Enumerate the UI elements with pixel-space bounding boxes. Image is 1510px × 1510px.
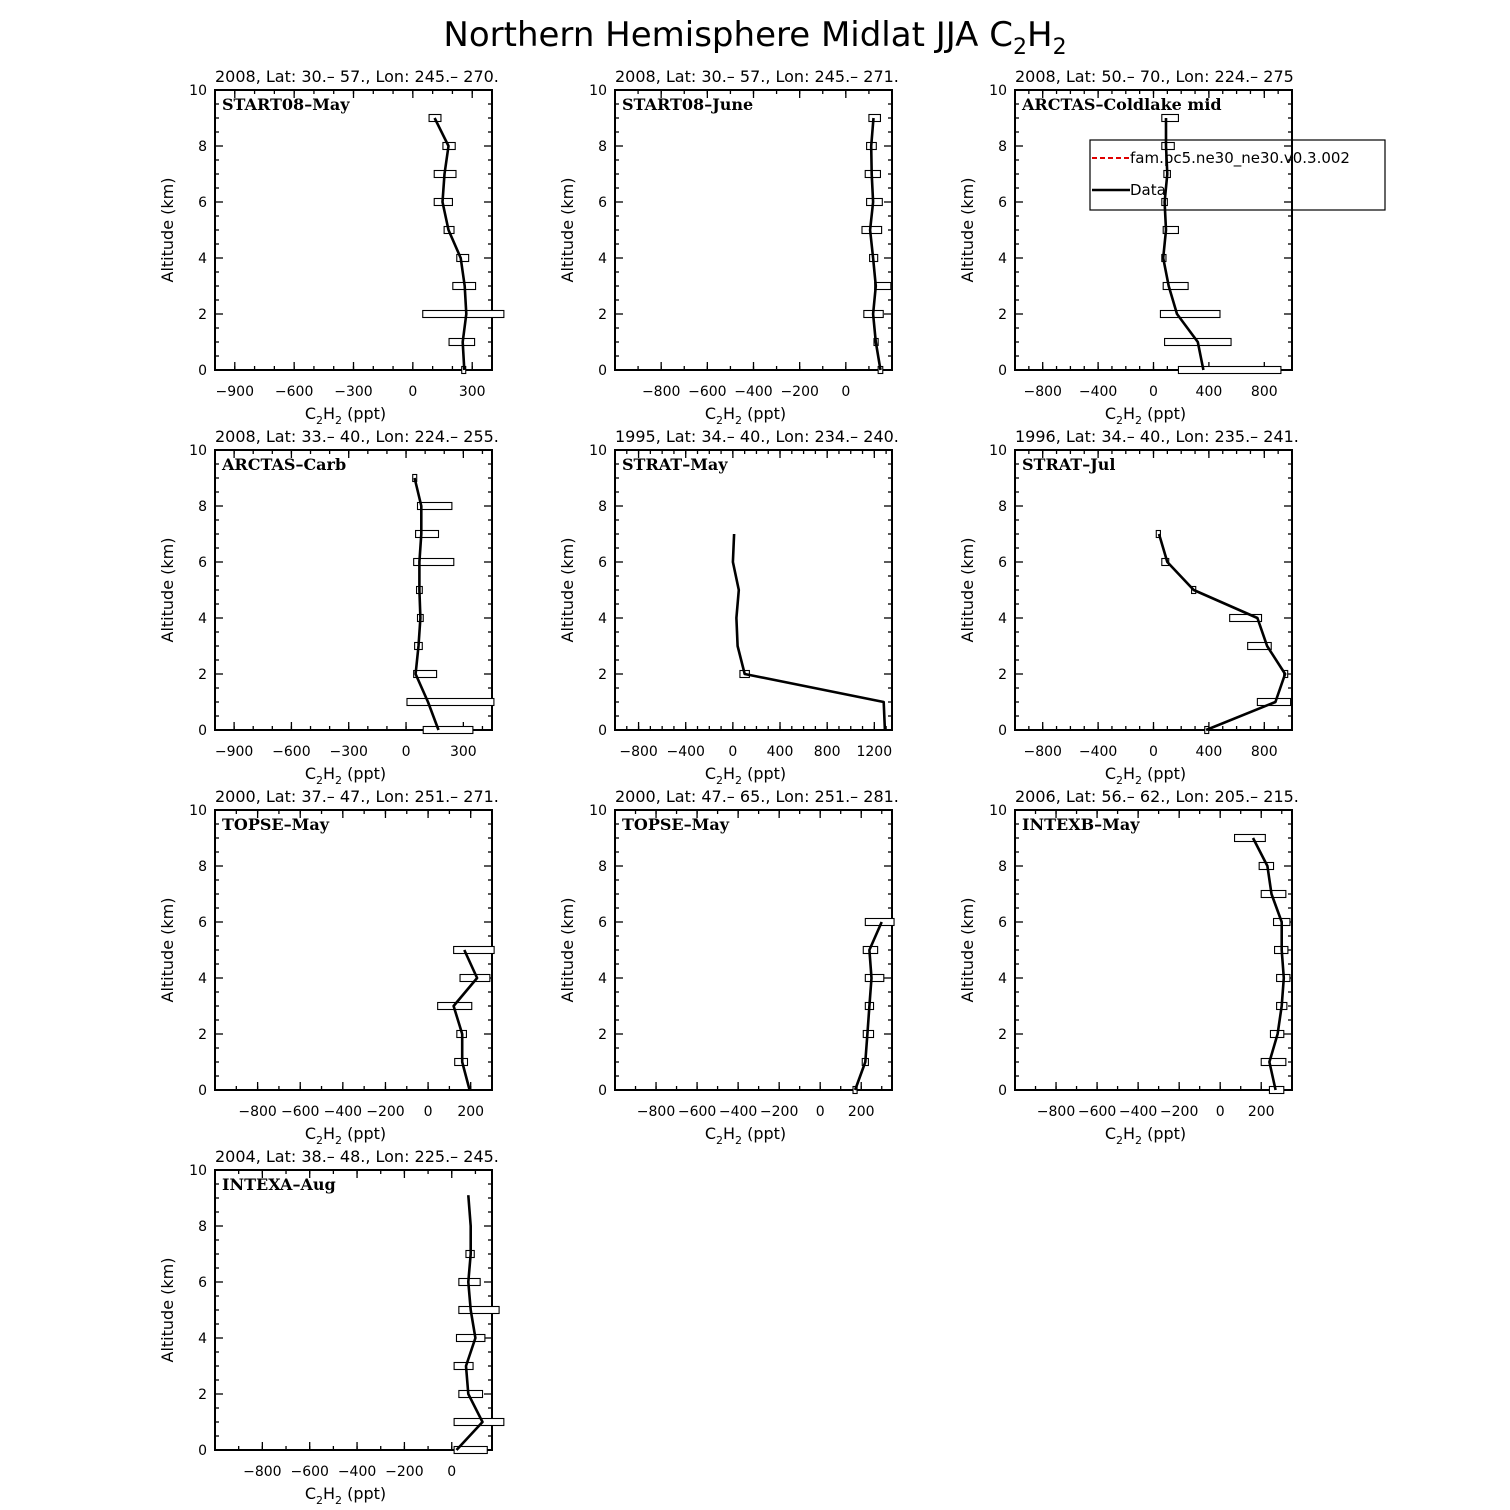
y-tick-label: 6 bbox=[598, 555, 607, 571]
x-axis-label-sub: 2 bbox=[715, 774, 723, 787]
y-tick-label: 2 bbox=[598, 1027, 607, 1043]
x-axis-label-unit: (ppt) bbox=[742, 764, 787, 783]
y-tick-label: 6 bbox=[598, 195, 607, 211]
plot-frame bbox=[1015, 810, 1292, 1090]
figure-title-sub: 2 bbox=[1013, 35, 1027, 60]
std-box bbox=[456, 1335, 484, 1342]
y-tick-label: 2 bbox=[998, 1027, 1007, 1043]
panel-title: 2008, Lat: 30.– 57., Lon: 245.– 271. bbox=[615, 67, 899, 86]
y-tick-label: 2 bbox=[598, 667, 607, 683]
x-tick-label: −800 bbox=[1023, 744, 1062, 760]
legend-model-label: fam.pc5.ne30_ne30.v0.3.002 bbox=[1130, 149, 1350, 167]
x-tick-label: −200 bbox=[759, 1104, 799, 1120]
x-tick-label: −400 bbox=[337, 1464, 377, 1480]
x-tick-label: 400 bbox=[1195, 384, 1223, 400]
plot-frame bbox=[615, 450, 892, 730]
y-tick-label: 0 bbox=[198, 1443, 207, 1459]
x-axis-label-sub2: 2 bbox=[1135, 774, 1143, 787]
y-tick-label: 0 bbox=[598, 1083, 607, 1099]
x-tick-label: 800 bbox=[1250, 384, 1278, 400]
panel-label: INTEXA–Aug bbox=[222, 1175, 336, 1194]
x-tick-label: 200 bbox=[457, 1104, 485, 1120]
x-tick-label: −800 bbox=[641, 384, 681, 400]
y-tick-label: 2 bbox=[198, 1387, 207, 1403]
x-tick-label: 0 bbox=[815, 1104, 825, 1120]
y-tick-label: 6 bbox=[198, 555, 207, 571]
y-tick-label: 2 bbox=[598, 307, 607, 323]
x-tick-label: −600 bbox=[281, 1104, 320, 1120]
y-tick-label: 0 bbox=[598, 723, 607, 739]
x-tick-label: 0 bbox=[1215, 1104, 1225, 1120]
y-axis-label: Altitude (km) bbox=[958, 537, 977, 643]
panel-label: ARCTAS–Carb bbox=[222, 455, 347, 474]
x-tick-label: −600 bbox=[290, 1464, 329, 1480]
x-axis-label-h: H bbox=[322, 764, 336, 783]
panel-title: 2000, Lat: 47.– 65., Lon: 251.– 281. bbox=[615, 787, 899, 806]
x-tick-label: 1200 bbox=[856, 744, 893, 760]
x-axis-label-sub2: 2 bbox=[735, 414, 743, 427]
y-tick-label: 2 bbox=[198, 667, 207, 683]
data-line bbox=[1253, 838, 1284, 1090]
y-tick-label: 8 bbox=[198, 139, 207, 155]
x-axis-label-sub2: 2 bbox=[335, 414, 343, 427]
y-tick-label: 6 bbox=[598, 915, 607, 931]
x-axis-label bbox=[305, 1484, 386, 1507]
panel-label: TOPSE–May bbox=[622, 815, 729, 834]
y-tick-label: 6 bbox=[998, 555, 1007, 571]
x-axis-label-sub2: 2 bbox=[335, 1494, 343, 1507]
panels bbox=[158, 67, 1299, 1507]
panel-title: 1996, Lat: 34.– 40., Lon: 235.– 241. bbox=[1015, 427, 1299, 446]
figure-title-sub2: 2 bbox=[1052, 35, 1067, 60]
std-box bbox=[1162, 115, 1179, 122]
y-axis-label: Altitude (km) bbox=[158, 537, 177, 643]
plot-frame bbox=[215, 810, 492, 1090]
panel-title: 2000, Lat: 37.– 47., Lon: 251.– 271. bbox=[215, 787, 499, 806]
y-tick-label: 8 bbox=[198, 859, 207, 875]
y-axis-label: Altitude (km) bbox=[158, 897, 177, 1003]
y-tick-label: 0 bbox=[998, 723, 1007, 739]
data-line bbox=[435, 118, 467, 370]
x-axis-label bbox=[305, 764, 386, 787]
x-axis-label-c: C bbox=[304, 1124, 316, 1143]
x-tick-label: −600 bbox=[688, 384, 727, 400]
x-axis-label-sub: 2 bbox=[1115, 1134, 1123, 1147]
x-tick-label: 300 bbox=[449, 744, 477, 760]
std-box bbox=[875, 283, 891, 290]
x-tick-label: −600 bbox=[677, 1104, 717, 1120]
legend-data-label: Data bbox=[1130, 181, 1166, 199]
y-tick-label: 4 bbox=[998, 611, 1007, 627]
panel-label: TOPSE–May bbox=[222, 815, 329, 834]
x-tick-label: −800 bbox=[1036, 1104, 1076, 1120]
x-axis-label-unit: (ppt) bbox=[342, 1124, 387, 1143]
y-tick-label: 0 bbox=[598, 363, 607, 379]
std-box bbox=[1261, 1059, 1286, 1066]
plot-frame bbox=[215, 450, 492, 730]
y-tick-label: 10 bbox=[589, 803, 607, 819]
x-axis-label-h: H bbox=[322, 404, 336, 423]
panel-label: START08–June bbox=[622, 95, 754, 114]
x-axis-label-h: H bbox=[1122, 764, 1136, 783]
x-tick-label: −200 bbox=[385, 1464, 424, 1480]
x-tick-label: −900 bbox=[214, 744, 254, 760]
x-axis-label-sub: 2 bbox=[715, 1134, 723, 1147]
std-box bbox=[1178, 367, 1280, 374]
y-axis-label: Altitude (km) bbox=[158, 1257, 177, 1363]
x-tick-label: 0 bbox=[841, 384, 851, 400]
x-tick-label: 400 bbox=[766, 744, 794, 760]
x-axis-label-sub: 2 bbox=[1115, 414, 1123, 427]
x-axis-label bbox=[705, 764, 786, 787]
y-tick-label: 0 bbox=[998, 1083, 1007, 1099]
x-tick-label: −400 bbox=[1078, 384, 1118, 400]
y-tick-label: 4 bbox=[198, 251, 207, 267]
y-tick-label: 8 bbox=[598, 859, 607, 875]
y-tick-label: 10 bbox=[189, 443, 207, 459]
y-tick-label: 10 bbox=[189, 803, 207, 819]
y-tick-label: 4 bbox=[198, 1331, 207, 1347]
panel-8 bbox=[558, 787, 899, 1147]
y-tick-label: 8 bbox=[198, 499, 207, 515]
x-tick-label: 0 bbox=[1149, 744, 1158, 760]
x-axis-label-sub2: 2 bbox=[1135, 1134, 1143, 1147]
x-axis-label-c: C bbox=[1104, 404, 1116, 423]
x-axis-label-c: C bbox=[1104, 1124, 1116, 1143]
std-box bbox=[869, 115, 881, 122]
x-tick-label: −400 bbox=[666, 744, 705, 760]
panel-label: INTEXB–May bbox=[1022, 815, 1140, 834]
x-tick-label: 0 bbox=[728, 744, 738, 760]
y-tick-label: 8 bbox=[598, 139, 607, 155]
y-tick-label: 4 bbox=[598, 971, 607, 987]
x-axis-label-h: H bbox=[722, 1124, 736, 1143]
x-axis-label-unit: (ppt) bbox=[1142, 404, 1187, 423]
x-tick-label: 800 bbox=[1250, 744, 1278, 760]
panel-label: STRAT–May bbox=[622, 455, 728, 474]
y-tick-label: 10 bbox=[989, 443, 1007, 459]
data-line bbox=[457, 1195, 483, 1450]
x-tick-label: −800 bbox=[243, 1464, 282, 1480]
y-tick-label: 0 bbox=[198, 363, 207, 379]
y-axis-label: Altitude (km) bbox=[158, 177, 177, 283]
x-axis-label-h: H bbox=[322, 1484, 336, 1503]
legend bbox=[1090, 140, 1385, 210]
plot-frame bbox=[615, 90, 892, 370]
x-axis-label-sub: 2 bbox=[315, 1494, 323, 1507]
x-axis-label-h: H bbox=[722, 764, 736, 783]
x-axis-label bbox=[1105, 404, 1186, 427]
x-axis-label-unit: (ppt) bbox=[1142, 764, 1187, 783]
x-axis-label-unit: (ppt) bbox=[342, 404, 387, 423]
x-tick-label: 200 bbox=[847, 1104, 875, 1120]
x-tick-label: 0 bbox=[447, 1464, 457, 1480]
x-axis-label bbox=[705, 404, 786, 427]
panel-label: START08–May bbox=[222, 95, 350, 114]
x-axis-label-unit: (ppt) bbox=[342, 1484, 387, 1503]
std-box bbox=[1160, 311, 1220, 318]
y-tick-label: 2 bbox=[998, 667, 1007, 683]
x-tick-label: −200 bbox=[1159, 1104, 1199, 1120]
panel-3 bbox=[958, 67, 1294, 427]
y-tick-label: 6 bbox=[998, 195, 1007, 211]
panel-title: 2004, Lat: 38.– 48., Lon: 225.– 245. bbox=[215, 1147, 499, 1166]
panel-5 bbox=[558, 427, 899, 787]
x-tick-label: −600 bbox=[1077, 1104, 1117, 1120]
x-axis-label-unit: (ppt) bbox=[742, 404, 787, 423]
y-tick-label: 8 bbox=[998, 499, 1007, 515]
x-tick-label: −600 bbox=[274, 384, 314, 400]
plot-frame bbox=[1015, 450, 1292, 730]
y-tick-label: 10 bbox=[989, 803, 1007, 819]
std-box bbox=[417, 503, 451, 510]
y-tick-label: 10 bbox=[989, 83, 1007, 99]
x-tick-label: −300 bbox=[329, 744, 368, 760]
std-box bbox=[416, 531, 439, 538]
y-tick-label: 10 bbox=[189, 1163, 207, 1179]
x-axis-label-unit: (ppt) bbox=[742, 1124, 787, 1143]
y-axis-label: Altitude (km) bbox=[558, 897, 577, 1003]
x-axis-label-h: H bbox=[1122, 1124, 1136, 1143]
panel-title: 2008, Lat: 33.– 40., Lon: 224.– 255. bbox=[215, 427, 499, 446]
plot-frame bbox=[215, 1170, 492, 1450]
panel-2 bbox=[558, 67, 899, 427]
y-tick-label: 0 bbox=[998, 363, 1007, 379]
x-axis-label-unit: (ppt) bbox=[1142, 1124, 1187, 1143]
x-tick-label: −400 bbox=[323, 1104, 363, 1120]
x-tick-label: −800 bbox=[619, 744, 658, 760]
x-axis-label-sub: 2 bbox=[315, 1134, 323, 1147]
panel-title: 2006, Lat: 56.– 62., Lon: 205.– 215. bbox=[1015, 787, 1299, 806]
x-tick-label: 0 bbox=[408, 384, 418, 400]
x-axis-label-h: H bbox=[1122, 404, 1136, 423]
x-axis-label-sub: 2 bbox=[715, 414, 723, 427]
y-tick-label: 10 bbox=[589, 83, 607, 99]
x-tick-label: −200 bbox=[366, 1104, 405, 1120]
x-tick-label: 300 bbox=[458, 384, 486, 400]
x-tick-label: 0 bbox=[1149, 384, 1158, 400]
data-line bbox=[454, 950, 478, 1090]
y-axis-label: Altitude (km) bbox=[558, 177, 577, 283]
y-tick-label: 2 bbox=[998, 307, 1007, 323]
x-tick-label: −900 bbox=[215, 384, 255, 400]
x-axis-label bbox=[305, 1124, 386, 1147]
x-axis-label-sub2: 2 bbox=[735, 774, 743, 787]
panel-1 bbox=[158, 67, 504, 427]
x-tick-label: −400 bbox=[1118, 1104, 1158, 1120]
x-tick-label: −600 bbox=[272, 744, 311, 760]
x-axis-label-c: C bbox=[304, 764, 316, 783]
panel-7 bbox=[158, 787, 499, 1147]
y-tick-label: 10 bbox=[589, 443, 607, 459]
x-tick-label: −200 bbox=[780, 384, 819, 400]
panel-6 bbox=[958, 427, 1299, 787]
y-axis-label: Altitude (km) bbox=[558, 537, 577, 643]
x-tick-label: −300 bbox=[334, 384, 373, 400]
x-axis-label-c: C bbox=[704, 1124, 716, 1143]
y-tick-label: 6 bbox=[198, 195, 207, 211]
x-axis-label-sub: 2 bbox=[1115, 774, 1123, 787]
y-tick-label: 8 bbox=[998, 139, 1007, 155]
y-tick-label: 2 bbox=[198, 307, 207, 323]
data-line bbox=[870, 118, 880, 370]
y-tick-label: 8 bbox=[998, 859, 1007, 875]
x-axis-label-h: H bbox=[322, 1124, 336, 1143]
x-axis-label bbox=[1105, 764, 1186, 787]
data-line bbox=[733, 534, 885, 730]
panel-title: 2008, Lat: 50.– 70., Lon: 224.– 275 bbox=[1015, 67, 1294, 86]
y-tick-label: 4 bbox=[198, 611, 207, 627]
x-axis-label-h: H bbox=[722, 404, 736, 423]
x-axis-label-sub2: 2 bbox=[1135, 414, 1143, 427]
x-tick-label: −400 bbox=[1078, 744, 1118, 760]
y-tick-label: 8 bbox=[598, 499, 607, 515]
std-box bbox=[867, 199, 883, 206]
figure-title bbox=[443, 15, 1066, 60]
y-tick-label: 0 bbox=[198, 1083, 207, 1099]
y-tick-label: 0 bbox=[198, 723, 207, 739]
std-box bbox=[407, 699, 494, 706]
plot-frame bbox=[1015, 90, 1292, 370]
x-axis-label-c: C bbox=[704, 764, 716, 783]
figure-title-text: Northern Hemisphere Midlat JJA C bbox=[443, 15, 1013, 55]
x-axis-label bbox=[305, 404, 386, 427]
x-tick-label: 0 bbox=[423, 1104, 433, 1120]
y-tick-label: 4 bbox=[598, 611, 607, 627]
panel-title: 1995, Lat: 34.– 40., Lon: 234.– 240. bbox=[615, 427, 899, 446]
x-tick-label: −800 bbox=[636, 1104, 676, 1120]
std-box bbox=[454, 947, 494, 954]
x-tick-label: 200 bbox=[1247, 1104, 1275, 1120]
x-axis-label-sub2: 2 bbox=[335, 774, 343, 787]
y-axis-label: Altitude (km) bbox=[958, 177, 977, 283]
std-box bbox=[1269, 1087, 1283, 1094]
x-axis-label-unit: (ppt) bbox=[342, 764, 387, 783]
y-tick-label: 4 bbox=[598, 251, 607, 267]
x-axis-label bbox=[1105, 1124, 1186, 1147]
x-tick-label: −400 bbox=[734, 384, 773, 400]
y-tick-label: 4 bbox=[998, 971, 1007, 987]
x-axis-label-sub: 2 bbox=[315, 774, 323, 787]
y-tick-label: 6 bbox=[998, 915, 1007, 931]
panel-label: STRAT–Jul bbox=[1022, 455, 1116, 474]
data-line bbox=[415, 478, 439, 730]
x-tick-label: −800 bbox=[1023, 384, 1062, 400]
y-tick-label: 2 bbox=[198, 1027, 207, 1043]
figure-title-mid: H bbox=[1027, 15, 1053, 55]
x-axis-label-c: C bbox=[704, 404, 716, 423]
panel-9 bbox=[958, 787, 1299, 1147]
std-box bbox=[423, 727, 473, 734]
y-tick-label: 6 bbox=[198, 1275, 207, 1291]
x-axis-label-c: C bbox=[304, 404, 316, 423]
plot-frame bbox=[615, 810, 892, 1090]
x-tick-label: −400 bbox=[718, 1104, 758, 1120]
y-tick-label: 4 bbox=[198, 971, 207, 987]
x-axis-label-c: C bbox=[304, 1484, 316, 1503]
std-box bbox=[459, 1307, 499, 1314]
x-axis-label-c: C bbox=[1104, 764, 1116, 783]
y-tick-label: 6 bbox=[198, 915, 207, 931]
y-axis-label: Altitude (km) bbox=[958, 897, 977, 1003]
x-axis-label-sub2: 2 bbox=[735, 1134, 743, 1147]
panel-4 bbox=[158, 427, 499, 787]
x-tick-label: 400 bbox=[1195, 744, 1223, 760]
y-tick-label: 4 bbox=[998, 251, 1007, 267]
std-box bbox=[423, 311, 504, 318]
x-axis-label-sub2: 2 bbox=[335, 1134, 343, 1147]
x-axis-label-sub: 2 bbox=[315, 414, 323, 427]
std-box bbox=[862, 227, 882, 234]
x-tick-label: −800 bbox=[238, 1104, 277, 1120]
x-tick-label: 0 bbox=[401, 744, 411, 760]
std-box bbox=[454, 1363, 473, 1370]
y-tick-label: 8 bbox=[198, 1219, 207, 1235]
panel-label: ARCTAS–Coldlake mid bbox=[1022, 95, 1222, 114]
panel-title: 2008, Lat: 30.– 57., Lon: 245.– 270. bbox=[215, 67, 499, 86]
x-axis-label bbox=[705, 1124, 786, 1147]
std-box bbox=[1235, 835, 1266, 842]
std-box bbox=[865, 975, 883, 982]
x-tick-label: 800 bbox=[813, 744, 841, 760]
y-tick-label: 10 bbox=[189, 83, 207, 99]
panel-10 bbox=[158, 1147, 504, 1507]
